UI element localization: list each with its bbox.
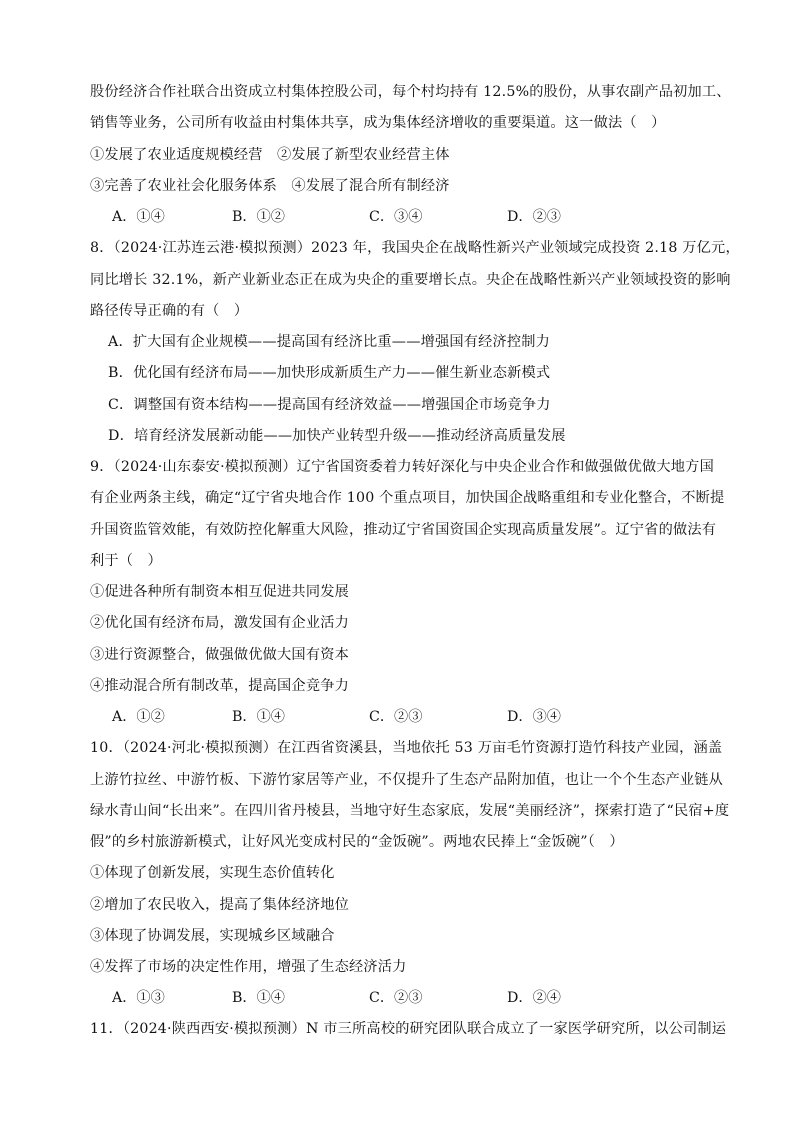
q9-statement-3: ③进行资源整合，做强做优做大国有资本 <box>90 647 349 663</box>
q9-stem-line-2: 有企业两条主线，确定“辽宁省央地合作 100 个重点项目，加快国企战略重组和专业化整合，不断提 <box>90 490 725 506</box>
q9-stem-line-1: 9．（2024·山东泰安·模拟预测）辽宁省国资委着力转好深化与中央企业合作和做强做优做大地方国 <box>90 459 714 475</box>
q9-option-a: A．①② <box>112 709 165 725</box>
q8-choice-a: A．扩大国有企业规模——提高国有经济比重——增强国有经济控制力 <box>108 334 551 350</box>
q10-stem-line-4: 假”的乡村旅游新模式，让好风光变成村民的“金饭碗”。两地农民捧上“金饭碗”（ ） <box>90 834 624 850</box>
q8-choice-d: D．培育经济发展新动能——加快产业转型升级——推动经济高质量发展 <box>108 428 566 444</box>
q7-stem-line-2: 销售等业务，公司所有收益由村集体共享，成为集体经济增收的重要渠道。这一做法（ ） <box>90 115 666 131</box>
q8-stem-line-3: 路径传导正确的有（ ） <box>90 303 249 319</box>
q10-option-c: C．②③ <box>369 990 423 1006</box>
q10-option-d: D．②④ <box>507 990 561 1006</box>
q10-option-b: B．①④ <box>232 990 285 1006</box>
q10-statement-4: ④发挥了市场的决定性作用，增强了生态经济活力 <box>90 959 407 975</box>
q7-stem-line-1: 股份经济合作社联合出资成立村集体控股公司，每个村均持有 12.5%的股份，从事农副产品初加工、 <box>90 84 731 100</box>
q7-option-b: B．①② <box>232 209 285 225</box>
q10-option-a: A．①③ <box>112 990 165 1006</box>
q7-option-c: C．③④ <box>369 209 423 225</box>
q7-option-a: A．①④ <box>112 209 165 225</box>
q10-statement-2: ②增加了农民收入，提高了集体经济地位 <box>90 897 349 913</box>
q7-option-d: D．②③ <box>507 209 561 225</box>
q7-statement-line-2: ③完善了农业社会化服务体系 ④发展了混合所有制经济 <box>90 178 450 194</box>
q10-stem-line-3: 绿水青山间“长出来”。在四川省丹棱县，当地守好生态家底，发展“美丽经济”，探索打造了“民宿+度 <box>90 803 730 819</box>
q7-statement-line-1: ①发展了农业适度规模经营 ②发展了新型农业经营主体 <box>90 147 450 163</box>
q9-statement-4: ④推动混合所有制改革，提高国企竞争力 <box>90 678 349 694</box>
q9-statement-1: ①促进各种所有制资本相互促进共同发展 <box>90 584 349 600</box>
q9-option-c: C．②③ <box>369 709 423 725</box>
q10-statement-3: ③体现了协调发展，实现城乡区域融合 <box>90 928 335 944</box>
q8-stem-line-2: 同比增长 32.1%，新产业新业态正在成为央企的重要增长点。央企在战略性新兴产业领域投资的影响 <box>90 272 731 288</box>
q9-stem-line-4: 利于（ ） <box>90 553 162 569</box>
q9-statement-2: ②优化国有经济布局，激发国有企业活力 <box>90 615 349 631</box>
q10-stem-line-1: 10．（2024·河北·模拟预测）在江西省资溪县，当地依托 53 万亩毛竹资源打造竹科技产业园，涵盖 <box>90 740 723 756</box>
q8-choice-c: C．调整国有资本结构——提高国有经济效益——增强国企市场竞争力 <box>108 397 551 413</box>
q9-option-b: B．①④ <box>232 709 285 725</box>
q10-stem-line-2: 上游竹拉丝、中游竹板、下游竹家居等产业，不仅提升了生态产品附加值，也让一个个生态产业链从 <box>90 772 724 788</box>
q10-statement-1: ①体现了创新发展，实现生态价值转化 <box>90 865 335 881</box>
q9-stem-line-3: 升国资监管效能，有效防控化解重大风险，推动辽宁省国资国企实现高质量发展”。辽宁省的做法有 <box>90 522 717 538</box>
q8-choice-b: B．优化国有经济布局——加快形成新质生产力——催生新业态新模式 <box>108 365 551 381</box>
q11-stem-line-1: 11．（2024·陕西西安·模拟预测）N 市三所高校的研究团队联合成立了一家医学研究所，以公司制运 <box>90 1021 727 1037</box>
q9-option-d: D．③④ <box>507 709 561 725</box>
q8-stem-line-1: 8．（2024·江苏连云港·模拟预测）2023 年，我国央企在战略性新兴产业领域完成投资 2.18 万亿元， <box>90 240 740 256</box>
